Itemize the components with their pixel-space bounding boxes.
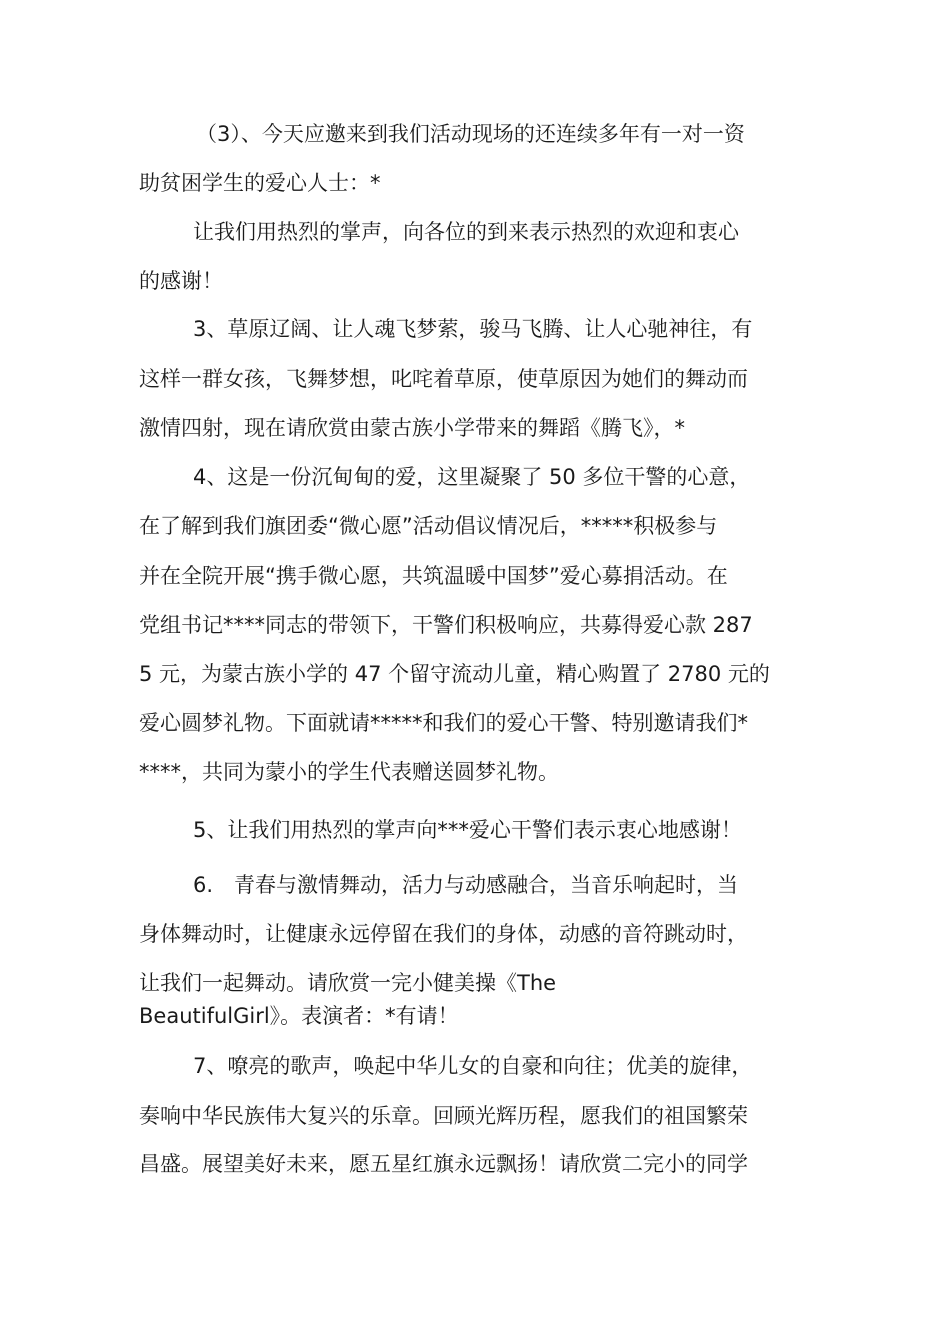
text-line: 5、让我们用热烈的掌声向***爱心干警们表示衷心地感谢！ xyxy=(193,818,742,842)
text-line: 让我们一起舞动。请欣赏一完小健美操《The xyxy=(139,971,557,995)
text-line: 6. 青春与激情舞动，活力与动感融合，当音乐响起时，当 xyxy=(193,873,739,897)
text-line: 助贫困学生的爱心人士：* xyxy=(139,171,381,195)
text-line: 7、嘹亮的歌声，唤起中华儿女的自豪和向往；优美的旋律， xyxy=(193,1054,753,1078)
text-line: 昌盛。展望美好未来，愿五星红旗永远飘扬！请欣赏二完小的同学 xyxy=(139,1152,748,1176)
text-line: 在了解到我们旗团委“微心愿”活动倡议情况后，*****积极参与 xyxy=(139,514,718,538)
text-line: 的感谢！ xyxy=(139,269,223,293)
text-line: 并在全院开展“携手微心愿，共筑温暖中国梦”爱心募捐活动。在 xyxy=(139,564,728,588)
text-line: 身体舞动时，让健康永远停留在我们的身体，动感的音符跳动时， xyxy=(139,922,748,946)
text-line: ****，共同为蒙小的学生代表赠送圆梦礼物。 xyxy=(139,760,559,784)
text-line: 这样一群女孩，飞舞梦想，叱咤着草原，使草原因为她们的舞动而 xyxy=(139,367,748,391)
text-line: 激情四射，现在请欣赏由蒙古族小学带来的舞蹈《腾飞》，* xyxy=(139,416,685,440)
text-line: （3）、今天应邀来到我们活动现场的还连续多年有一对一资 xyxy=(196,122,745,146)
text-line: 党组书记****同志的带领下，干警们积极响应，共募得爱心款 287 xyxy=(139,613,753,637)
text-line: BeautifulGirl》。表演者：*有请！ xyxy=(139,1004,459,1028)
text-line: 奏响中华民族伟大复兴的乐章。回顾光辉历程，愿我们的祖国繁荣 xyxy=(139,1104,748,1128)
text-line: 5 元，为蒙古族小学的 47 个留守流动儿童，精心购置了 2780 元的 xyxy=(139,662,770,686)
text-line: 让我们用热烈的掌声，向各位的到来表示热烈的欢迎和衷心 xyxy=(193,220,739,244)
text-line: 3、草原辽阔、让人魂飞梦萦，骏马飞腾、让人心驰神往，有 xyxy=(193,317,753,341)
text-line: 4、这是一份沉甸甸的爱，这里凝聚了 50 多位干警的心意， xyxy=(193,465,751,489)
text-line: 爱心圆梦礼物。下面就请*****和我们的爱心干警、特别邀请我们* xyxy=(139,711,748,735)
